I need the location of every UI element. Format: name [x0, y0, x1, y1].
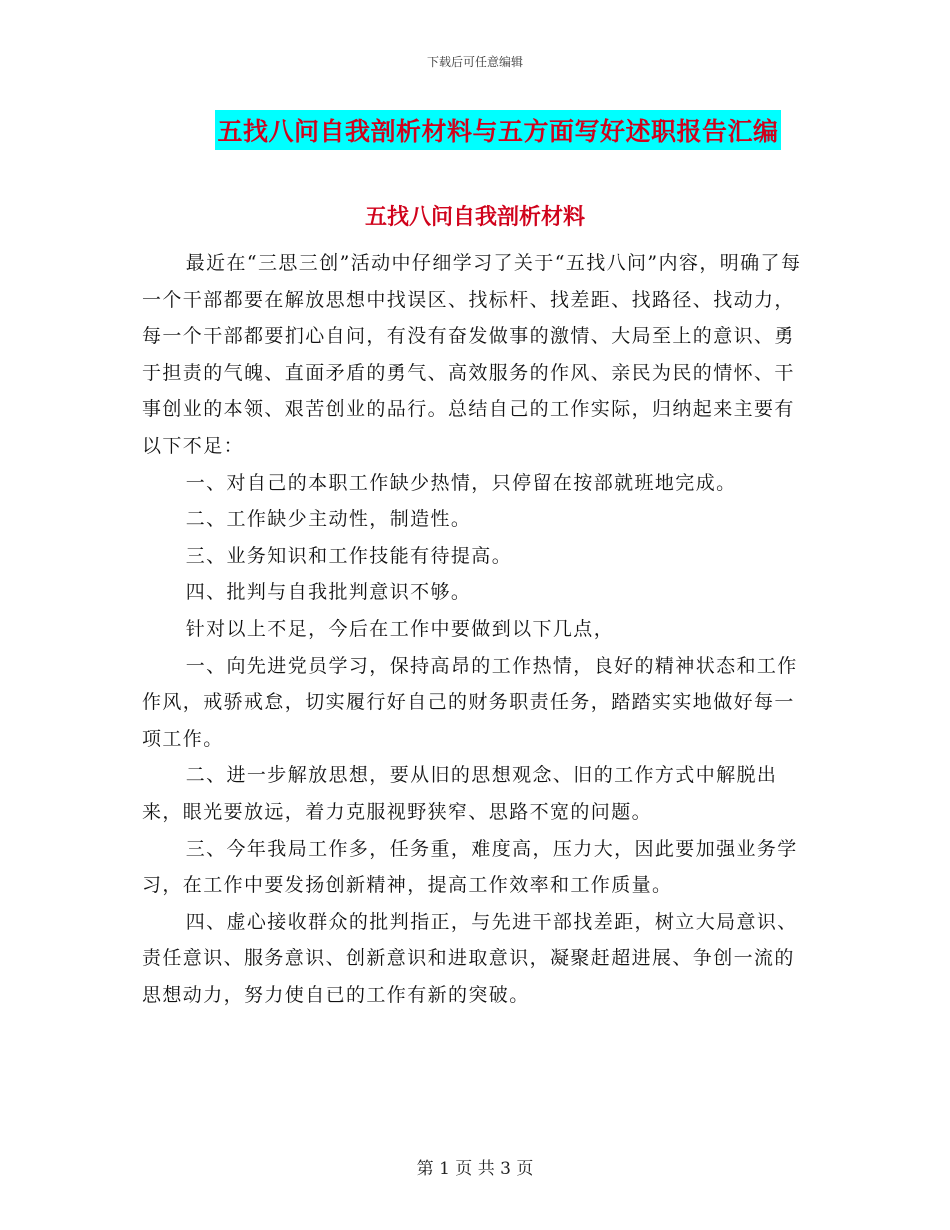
paragraph-measure-4: 四、虚心接收群众的批判指正，与先进干部找差距，树立大局意识、责任意识、服务意识、创新意识和进取意识，凝聚赶超进展、争创一流的思想动力，努力使自已的工作有新的突破。	[142, 910, 798, 1006]
section-title: 五找八问自我剖析材料	[364, 204, 585, 230]
header-note: 下载后可任意编辑	[426, 55, 523, 69]
page-footer: 第 1 页 共 3 页	[416, 1159, 534, 1179]
paragraph-measure-1: 一、向先进党员学习，保持高昂的工作热情，良好的精神状态和工作作风，戒骄戒怠，切实履行好自己的财务职责任务，踏踏实实地做好每一项工作。	[142, 654, 798, 750]
main-title: 五找八问自我剖析材料与五方面写好述职报告汇编	[215, 110, 780, 150]
paragraph-shortcoming-3: 三、业务知识和工作技能有待提高。	[185, 544, 513, 567]
paragraph-shortcoming-2: 二、工作缺少主动性，制造性。	[185, 508, 472, 531]
paragraph-measure-3: 三、今年我局工作多，任务重，难度高，压力大，因此要加强业务学习，在工作中要发扬创新精神，提高工作效率和工作质量。	[142, 837, 798, 897]
paragraph-shortcoming-4: 四、批判与自我批判意识不够。	[185, 581, 472, 604]
paragraph-measure-2: 二、进一步解放思想，要从旧的思想观念、旧的工作方式中解脱出来，眼光要放远，着力克服视野狭窄、思路不宽的问题。	[142, 764, 778, 823]
paragraph-transition: 针对以上不足，今后在工作中要做到以下几点，	[185, 617, 615, 640]
body-text	[142, 245, 802, 1013]
paragraph-intro: 最近在“三思三创”活动中仔细学习了关于“五找八问”内容，明确了每一个干部都要在解放思想中找误区、找标杆、找差距、找路径、找动力，每一个干部都要扪心自问，有没有奋发做事的激情、大局至上的意识、勇于担责的气魄、直面矛盾的勇气、高效服务的作风、亲民为民的情怀、干事创业的本领、艰苦创业的品行。总结自己的工作实际，归纳起来主要有以下不足：	[142, 252, 802, 457]
paragraph-shortcoming-1: 一、对自己的本职工作缺少热情，只停留在按部就班地完成。	[185, 471, 737, 494]
main-title-container	[0, 110, 950, 150]
